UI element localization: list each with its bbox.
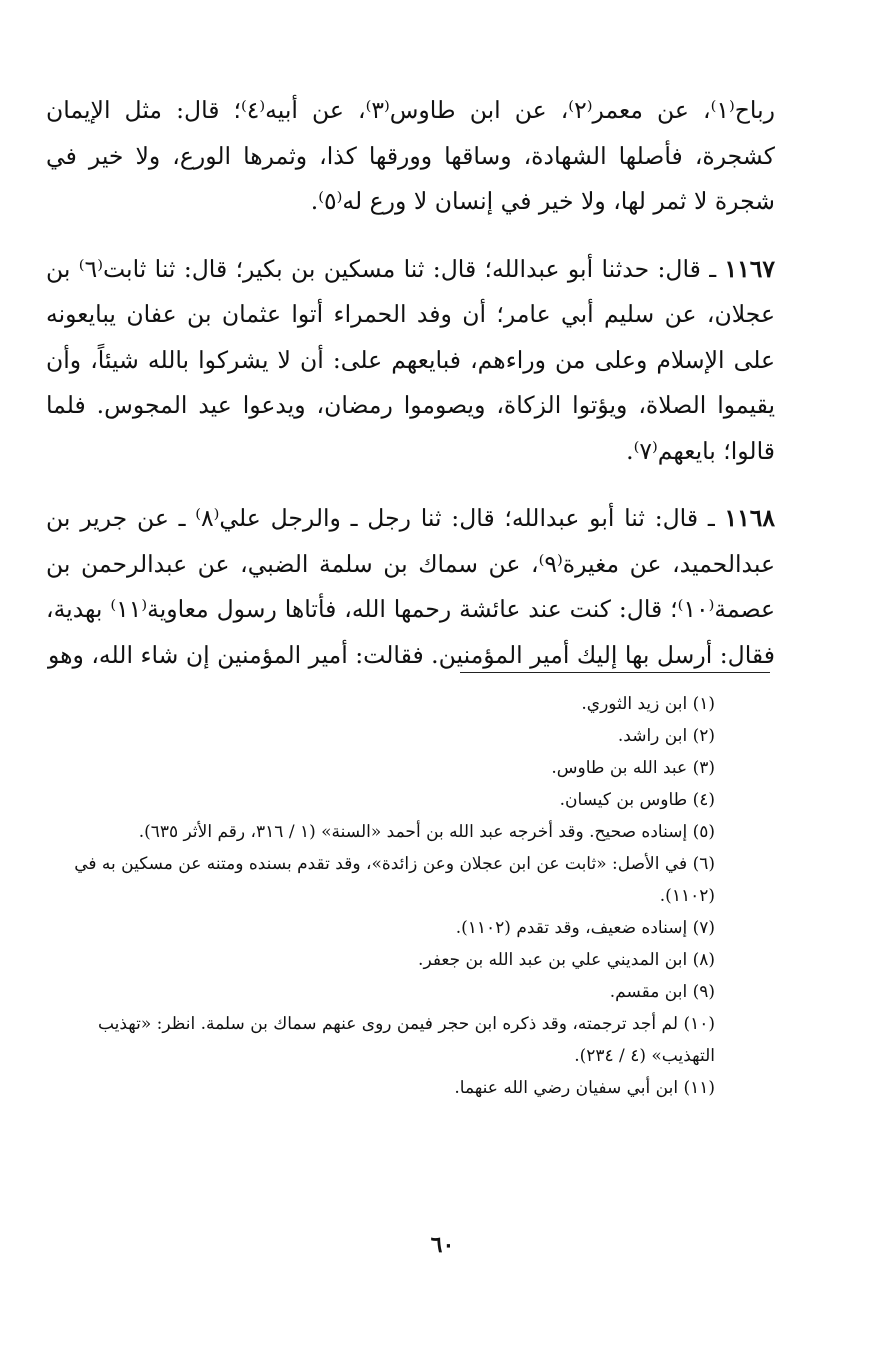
footnote-10: (١٠) لم أجد ترجمته، وقد ذكره ابن حجر فيمن روى عنهم سماك بن سلمة. انظر: «تهذيب التهذيب» (٤ / ٢٣٤). [97,1014,715,1066]
footnote-8: (٨) ابن المديني علي بن عبد الله بن جعفر. [418,950,715,970]
footnote-6: (٦) في الأصل: «ثابت عن ابن عجلان وعن زائدة»، وقد تقدم بسنده ومتنه عن مسكين به في (١١٠٢). [74,854,715,906]
footnote-1: (١) ابن زيد الثوري. [581,694,715,714]
entry-number-1168: ١١٦٨ [724,504,775,532]
footnote-4: (٤) طاوس بن كيسان. [559,790,715,810]
entry-1168 [46,496,775,678]
entry-text-1167: ـ قال: حدثنا أبو عبدالله؛ قال: ثنا مسكين بن بكير؛ قال: ثنا ثابت⁽٦⁾ بن عجلان، عن سليم أبي عامر؛ أن وفد الحمراء أتوا عثمان بن عفان يبايعونه على الإسلام وعلى من وراءهم، فبايعهم على: أن لا يشركوا بالله شيئاً، وأن يقيموا الصلاة، ويؤتوا الزكاة، ويصوموا رمضان، ويدعوا عيد المجوس. فلما قالوا؛ بايعهم⁽٧⁾. [46,254,775,465]
footnote-11: (١١) ابن أبي سفيان رضي الله عنهما. [454,1078,715,1098]
entry-number-1167: ١١٦٧ [724,254,775,283]
footnote-7: (٧) إسناده ضعيف، وقد تقدم (١١٠٢). [455,918,715,938]
footnote-9: (٩) ابن مقسم. [609,982,715,1002]
footnote-2: (٢) ابن راشد. [617,726,715,746]
footnote-5: (٥) إسناده صحيح. وقد أخرجه عبد الله بن أحمد «السنة» (١ / ٣١٦، رقم الأثر ٦٣٥). [138,822,715,842]
page-number: ٦٠ [430,1232,455,1258]
main-text [46,88,775,678]
paragraph-intro: رباح⁽١⁾، عن معمر⁽٢⁾، عن ابن طاوس⁽٣⁾، عن أبيه⁽٤⁾؛ قال: مثل الإيمان كشجرة، فأصلها الشهادة، وساقها وورقها كذا، وثمرها الورع، ولا خير في شجرة لا ثمر لها، ولا خير في إنسان لا ورع له⁽٥⁾. [46,96,775,215]
footnote-3: (٣) عبد الله بن طاوس. [551,758,715,778]
entry-text-1168: ـ قال: ثنا أبو عبدالله؛ قال: ثنا رجل ـ والرجل علي⁽٨⁾ ـ عن جرير بن عبدالحميد، عن مغيرة⁽٩⁾، عن سماك بن سلمة الضبي، عن عبدالرحمن بن عصمة⁽١٠⁾؛ قال: كنت عند عائشة رحمها الله، فأتاها رسول معاوية⁽١١⁾ بهدية، فقال: أرسل بها إليك أمير المؤمنين. فقالت: أمير المؤمنين إن شاء الله، وهو [46,504,775,669]
footnote-divider [460,672,770,673]
entry-1167 [46,247,775,475]
footnotes [46,688,775,1104]
